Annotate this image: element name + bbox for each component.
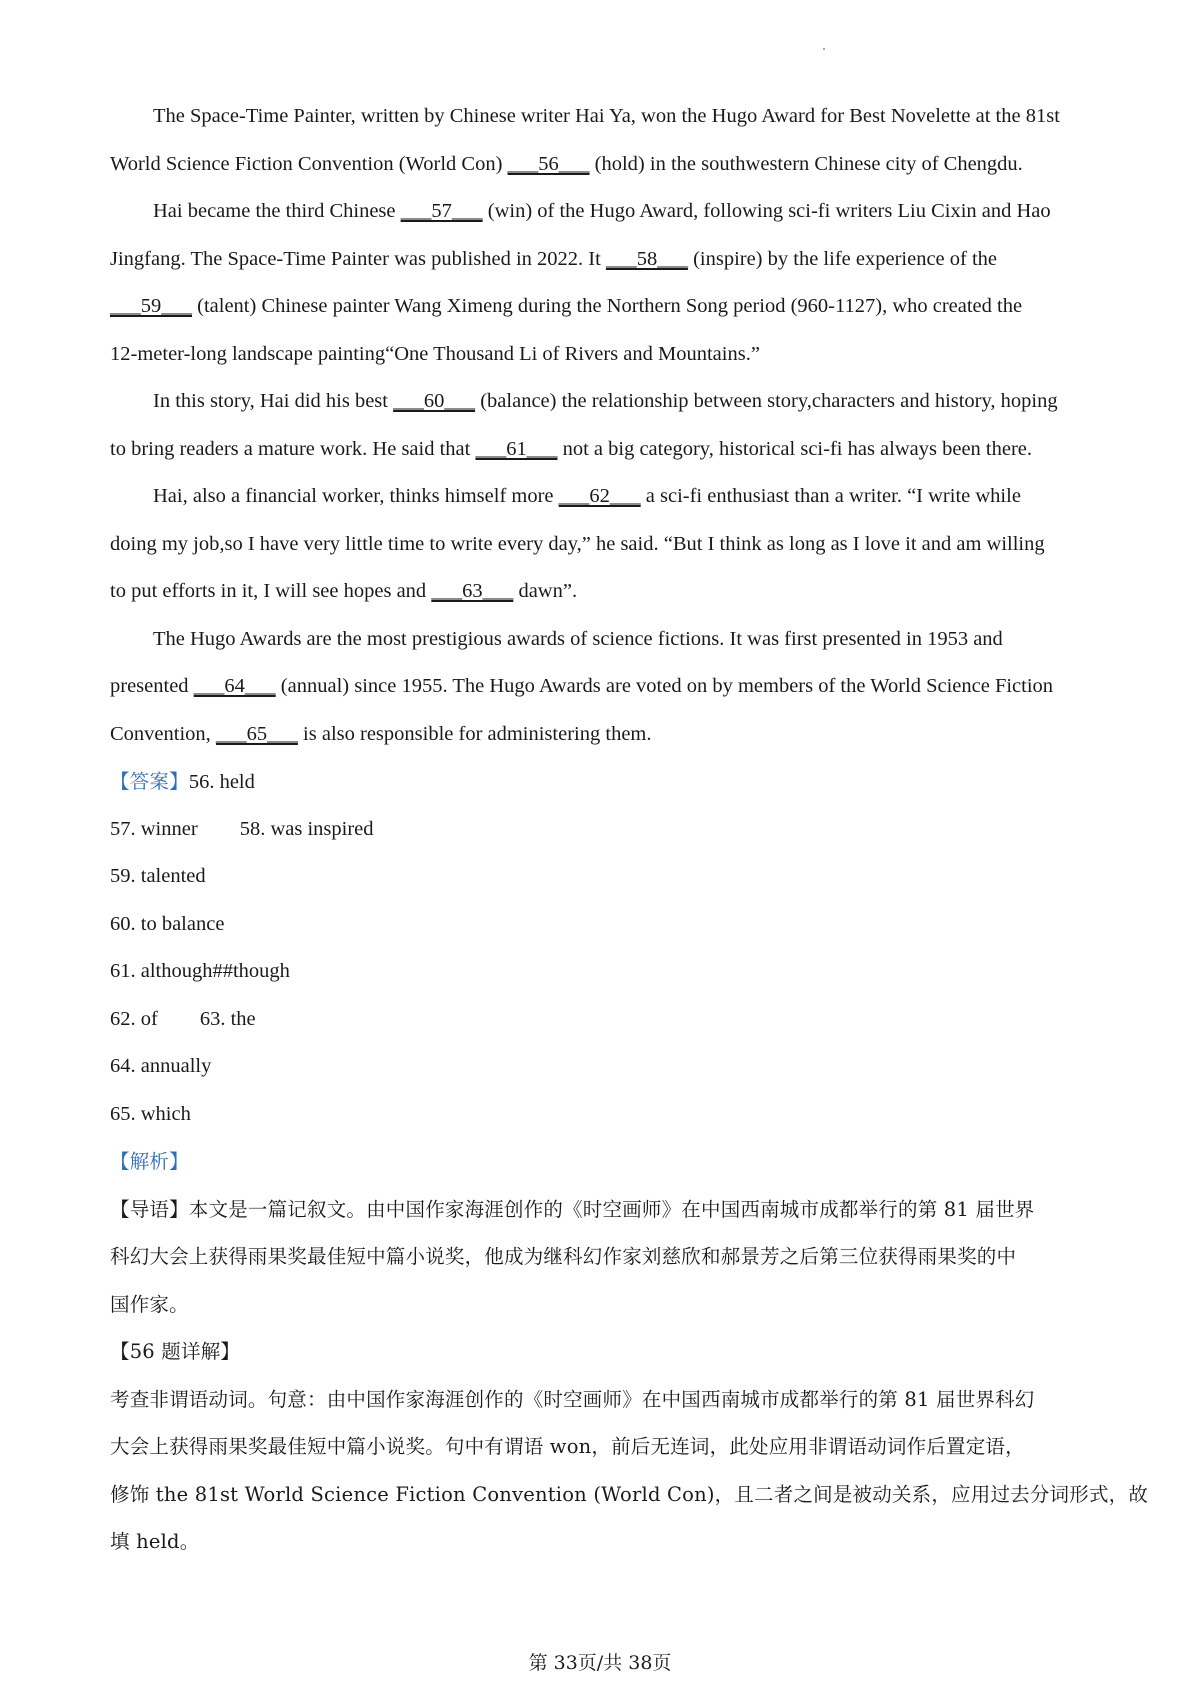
blank-57: ___57___ bbox=[400, 200, 483, 222]
passage-text: The Hugo Awards are the most prestigious awards of science fictions. It was first presented in 1953 and bbox=[153, 627, 1003, 650]
page-dot-mark bbox=[823, 48, 825, 50]
blank-65: ___65___ bbox=[215, 722, 298, 745]
blank-62: ___62___ bbox=[558, 485, 641, 507]
passage-text: In this story, Hai did his best bbox=[153, 390, 394, 412]
answer-line bbox=[110, 996, 1100, 1044]
passage-line bbox=[110, 616, 1100, 664]
answer-line bbox=[110, 758, 1100, 806]
passage-text: Jingfang. The Space-Time Painter was published in 2022. It bbox=[110, 247, 606, 270]
passage-text: is also responsible for administering them. bbox=[297, 722, 652, 745]
passage-text: The Space-Time Painter, written by Chinese writer Hai Ya, won the Hugo Award for Best Novelette at the 81st bbox=[153, 105, 1060, 127]
answer-63: 63. the bbox=[199, 1007, 256, 1030]
answer-line bbox=[110, 948, 1100, 996]
question-56-title: 【56 题详解】 bbox=[110, 1340, 241, 1363]
analysis-line bbox=[110, 1138, 1100, 1186]
answer-64: 64. annually bbox=[110, 1055, 212, 1077]
analysis-line bbox=[110, 1423, 1100, 1471]
analysis-label: 【解析】 bbox=[110, 1150, 189, 1173]
analysis-line bbox=[110, 1328, 1100, 1376]
analysis-line bbox=[110, 1281, 1100, 1329]
passage-text: Convention, bbox=[110, 722, 216, 745]
passage-text: dawn”. bbox=[513, 580, 578, 602]
blank-64: ___64___ bbox=[193, 675, 276, 697]
passage-text: doing my job,so I have very little time to write every day,” he said. “But I think as long as I love it and am willing bbox=[110, 532, 1045, 555]
guide-text: 国作家。 bbox=[110, 1292, 189, 1316]
passage-line bbox=[110, 331, 1100, 379]
passage-text: a sci-fi enthusiast than a writer. “I write while bbox=[640, 485, 1021, 507]
guide-text: 科幻大会上获得雨果奖最佳短中篇小说奖，他成为继科幻作家刘慈欣和郝景芳之后第三位获得雨果奖的中 bbox=[110, 1245, 1017, 1268]
blank-58: ___58___ bbox=[605, 247, 688, 270]
passage-text: (annual) since 1955. The Hugo Awards are voted on by members of the World Science Fiction bbox=[275, 675, 1054, 697]
passage-text: (inspire) by the life experience of the bbox=[687, 247, 998, 270]
answer-line bbox=[110, 1043, 1100, 1091]
analysis-line bbox=[110, 1471, 1149, 1519]
passage-line bbox=[110, 378, 1100, 426]
guide-text: 【导语】本文是一篇记叙文。由中国作家海涯创作的《时空画师》在中国西南城市成都举行的第 81 届世界 bbox=[110, 1197, 1035, 1221]
passage-line bbox=[110, 473, 1100, 521]
passage-text: (win) of the Hugo Award, following sci-fi writers Liu Cixin and Hao bbox=[482, 200, 1051, 222]
passage-text: to put efforts in it, I will see hopes and bbox=[110, 580, 432, 602]
answer-61: 61. although##though bbox=[110, 960, 290, 982]
passage-text: to bring readers a mature work. He said that bbox=[110, 437, 476, 460]
question-56-text: 填 held。 bbox=[110, 1530, 200, 1553]
page-footer: 第 33页/共 38页 bbox=[528, 1652, 672, 1674]
passage-text: presented bbox=[110, 675, 194, 697]
passage-text: 12-meter-long landscape painting“One Thousand Li of Rivers and Mountains.” bbox=[110, 342, 760, 365]
answer-58: 58. was inspired bbox=[239, 817, 374, 840]
blank-60: ___60___ bbox=[393, 390, 476, 412]
analysis-line bbox=[110, 1518, 1100, 1566]
question-56-text: 大会上获得雨果奖最佳短中篇小说奖。句中有谓语 won，前后无连词，此处应用非谓语动词作后置定语， bbox=[110, 1435, 1025, 1458]
passage-line bbox=[110, 141, 1100, 189]
answer-59: 59. talented bbox=[110, 865, 206, 887]
analysis-line bbox=[110, 1186, 1100, 1234]
question-56-text: 考查非谓语动词。句意：由中国作家海涯创作的《时空画师》在中国西南城市成都举行的第 81 届世界科幻 bbox=[110, 1387, 1035, 1411]
passage-line bbox=[110, 236, 1100, 284]
passage-text: World Science Fiction Convention (World Con) bbox=[110, 152, 508, 175]
passage-text: Hai, also a financial worker, thinks himself more bbox=[153, 485, 559, 507]
passage-line bbox=[110, 521, 1100, 569]
passage-text: (balance) the relationship between story,characters and history, hoping bbox=[475, 390, 1058, 412]
blank-61: ___61___ bbox=[475, 437, 558, 460]
answer-65: 65. which bbox=[110, 1102, 191, 1125]
answer-line bbox=[110, 1091, 1100, 1139]
analysis-line bbox=[110, 1233, 1100, 1281]
answer-56: 56. held bbox=[188, 771, 255, 793]
analysis-line bbox=[110, 1376, 1100, 1424]
passage-line bbox=[110, 426, 1100, 474]
blank-63: ___63___ bbox=[431, 580, 514, 602]
passage-line bbox=[110, 663, 1100, 711]
blank-59: ___59___ bbox=[110, 295, 192, 317]
question-56-text: 修饰 the 81st World Science Fiction Convention (World Con)，且二者之间是被动关系，应用过去分词形式，故 bbox=[110, 1482, 1149, 1506]
answer-62: 62. of bbox=[110, 1007, 158, 1030]
passage-line bbox=[110, 93, 1100, 141]
answer-57: 57. winner bbox=[110, 817, 198, 840]
passage-text: Hai became the third Chinese bbox=[153, 200, 401, 222]
passage-line bbox=[110, 283, 1100, 331]
passage-text: (hold) in the southwestern Chinese city of Chengdu. bbox=[589, 152, 1023, 175]
blank-56: ___56___ bbox=[507, 152, 590, 175]
document-content bbox=[110, 93, 1149, 1566]
passage-text: not a big category, historical sci-fi has always been there. bbox=[557, 437, 1033, 460]
answer-line bbox=[110, 853, 1100, 901]
answer-label: 【答案】 bbox=[110, 770, 189, 793]
answer-line bbox=[110, 806, 1100, 854]
passage-line bbox=[110, 188, 1100, 236]
answer-line bbox=[110, 901, 1100, 949]
passage-text: (talent) Chinese painter Wang Ximeng during the Northern Song period (960-1127), who created the bbox=[192, 295, 1023, 317]
passage-line bbox=[110, 568, 1100, 616]
passage-line bbox=[110, 711, 1100, 759]
answer-60: 60. to balance bbox=[110, 912, 225, 935]
